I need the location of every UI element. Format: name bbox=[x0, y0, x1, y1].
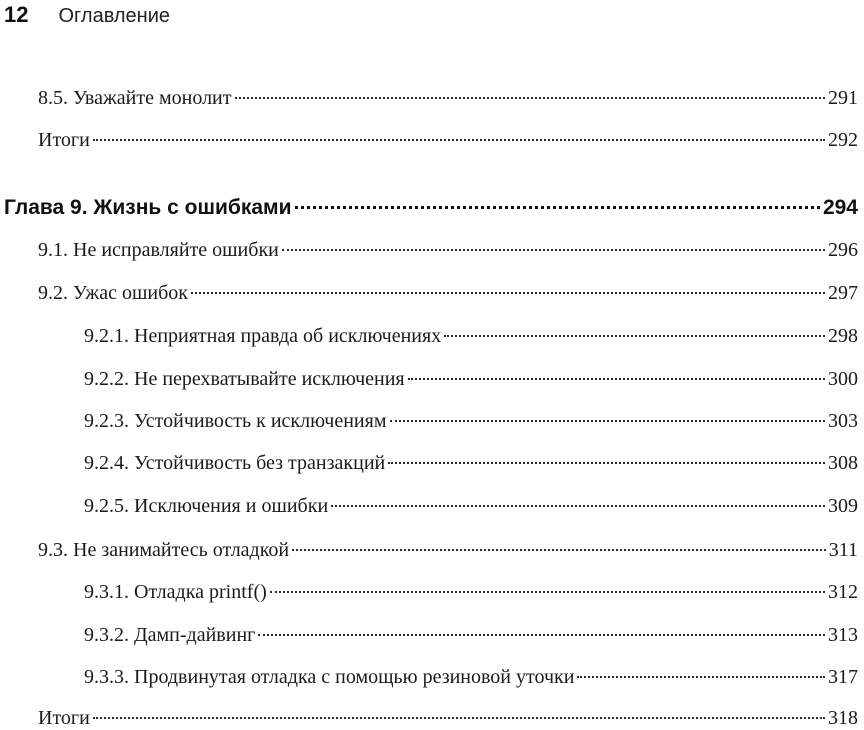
dot-leader bbox=[282, 249, 825, 251]
page-number: 12 bbox=[4, 2, 29, 27]
dot-leader bbox=[191, 292, 825, 294]
toc-entry[interactable] bbox=[38, 538, 858, 562]
toc-entry[interactable] bbox=[84, 580, 858, 604]
toc-entry-title: 9.2.3. Устойчивость к исключениям bbox=[84, 410, 387, 432]
toc-entry-title: 9.2.5. Исключения и ошибки bbox=[84, 495, 329, 517]
toc-entry[interactable] bbox=[84, 665, 858, 689]
toc-entry-page: 318 bbox=[828, 707, 858, 729]
toc-entry-page: 309 bbox=[828, 495, 858, 517]
toc-entry-title: 9.3. Не занимайтесь отладкой bbox=[38, 539, 290, 561]
toc-entry[interactable] bbox=[38, 128, 858, 152]
toc-entry[interactable] bbox=[84, 324, 858, 348]
toc-entry-page: 296 bbox=[828, 239, 858, 261]
dot-leader bbox=[258, 634, 825, 636]
toc-entry-page: 311 bbox=[828, 539, 858, 561]
dot-leader bbox=[390, 420, 826, 422]
toc-entry-title: 9.2.4. Устойчивость без транзакций bbox=[84, 452, 386, 474]
dot-leader bbox=[408, 378, 825, 380]
toc-entry-title: 9.2.1. Неприятная правда об исключениях bbox=[84, 325, 442, 347]
toc-entry[interactable] bbox=[38, 238, 858, 262]
toc-entry-page: 317 bbox=[828, 666, 858, 688]
toc-entry-page: 313 bbox=[828, 624, 858, 646]
toc-entry-title: 9.3.2. Дамп-дайвинг bbox=[84, 624, 256, 646]
toc-entry-title: 8.5. Уважайте монолит bbox=[38, 87, 232, 109]
running-head bbox=[4, 2, 170, 38]
toc-entry[interactable] bbox=[84, 623, 858, 647]
toc-entry-page: 297 bbox=[828, 282, 858, 304]
toc-entry[interactable] bbox=[84, 494, 858, 518]
toc-entry[interactable] bbox=[38, 706, 858, 730]
toc-entry-page: 300 bbox=[828, 368, 858, 390]
dot-leader bbox=[295, 206, 820, 209]
toc-entry[interactable] bbox=[84, 409, 858, 433]
toc-entry-page: 303 bbox=[828, 410, 858, 432]
dot-leader bbox=[444, 335, 825, 337]
toc-entry-page: 292 bbox=[828, 129, 858, 151]
toc-entry-title: 9.3.3. Продвинутая отладка с помощью резиновой уточки bbox=[84, 666, 575, 688]
dot-leader bbox=[93, 139, 825, 141]
toc-chapter-heading[interactable] bbox=[4, 196, 858, 220]
toc-entry-title: Итоги bbox=[38, 129, 90, 151]
toc-entry-title: 9.1. Не исправляйте ошибки bbox=[38, 239, 279, 261]
section-name: Оглавление bbox=[58, 5, 170, 27]
dot-leader bbox=[577, 676, 825, 678]
dot-leader bbox=[93, 717, 825, 719]
toc-entry-page: 291 bbox=[828, 87, 858, 109]
toc-entry-page: 308 bbox=[828, 452, 858, 474]
toc-entry-title: 9.2. Ужас ошибок bbox=[38, 282, 188, 304]
toc-entry-title: Глава 9. Жизнь с ошибками bbox=[4, 196, 292, 219]
toc-entry-page: 298 bbox=[828, 325, 858, 347]
toc-entry-page: 312 bbox=[828, 581, 858, 603]
toc-entry[interactable] bbox=[84, 451, 858, 475]
toc-entry-title: 9.2.2. Не перехватывайте исключения bbox=[84, 368, 405, 390]
toc-entry-title: 9.3.1. Отладка printf() bbox=[84, 581, 267, 603]
toc-entry[interactable] bbox=[38, 281, 858, 305]
toc-entry[interactable] bbox=[38, 86, 858, 110]
dot-leader bbox=[270, 591, 825, 593]
dot-leader bbox=[235, 97, 826, 99]
dot-leader bbox=[331, 505, 825, 507]
toc-entry-title: Итоги bbox=[38, 707, 90, 729]
toc-entry[interactable] bbox=[84, 367, 858, 391]
toc-entry-page: 294 bbox=[822, 196, 858, 219]
dot-leader bbox=[388, 462, 825, 464]
dot-leader bbox=[292, 549, 826, 551]
